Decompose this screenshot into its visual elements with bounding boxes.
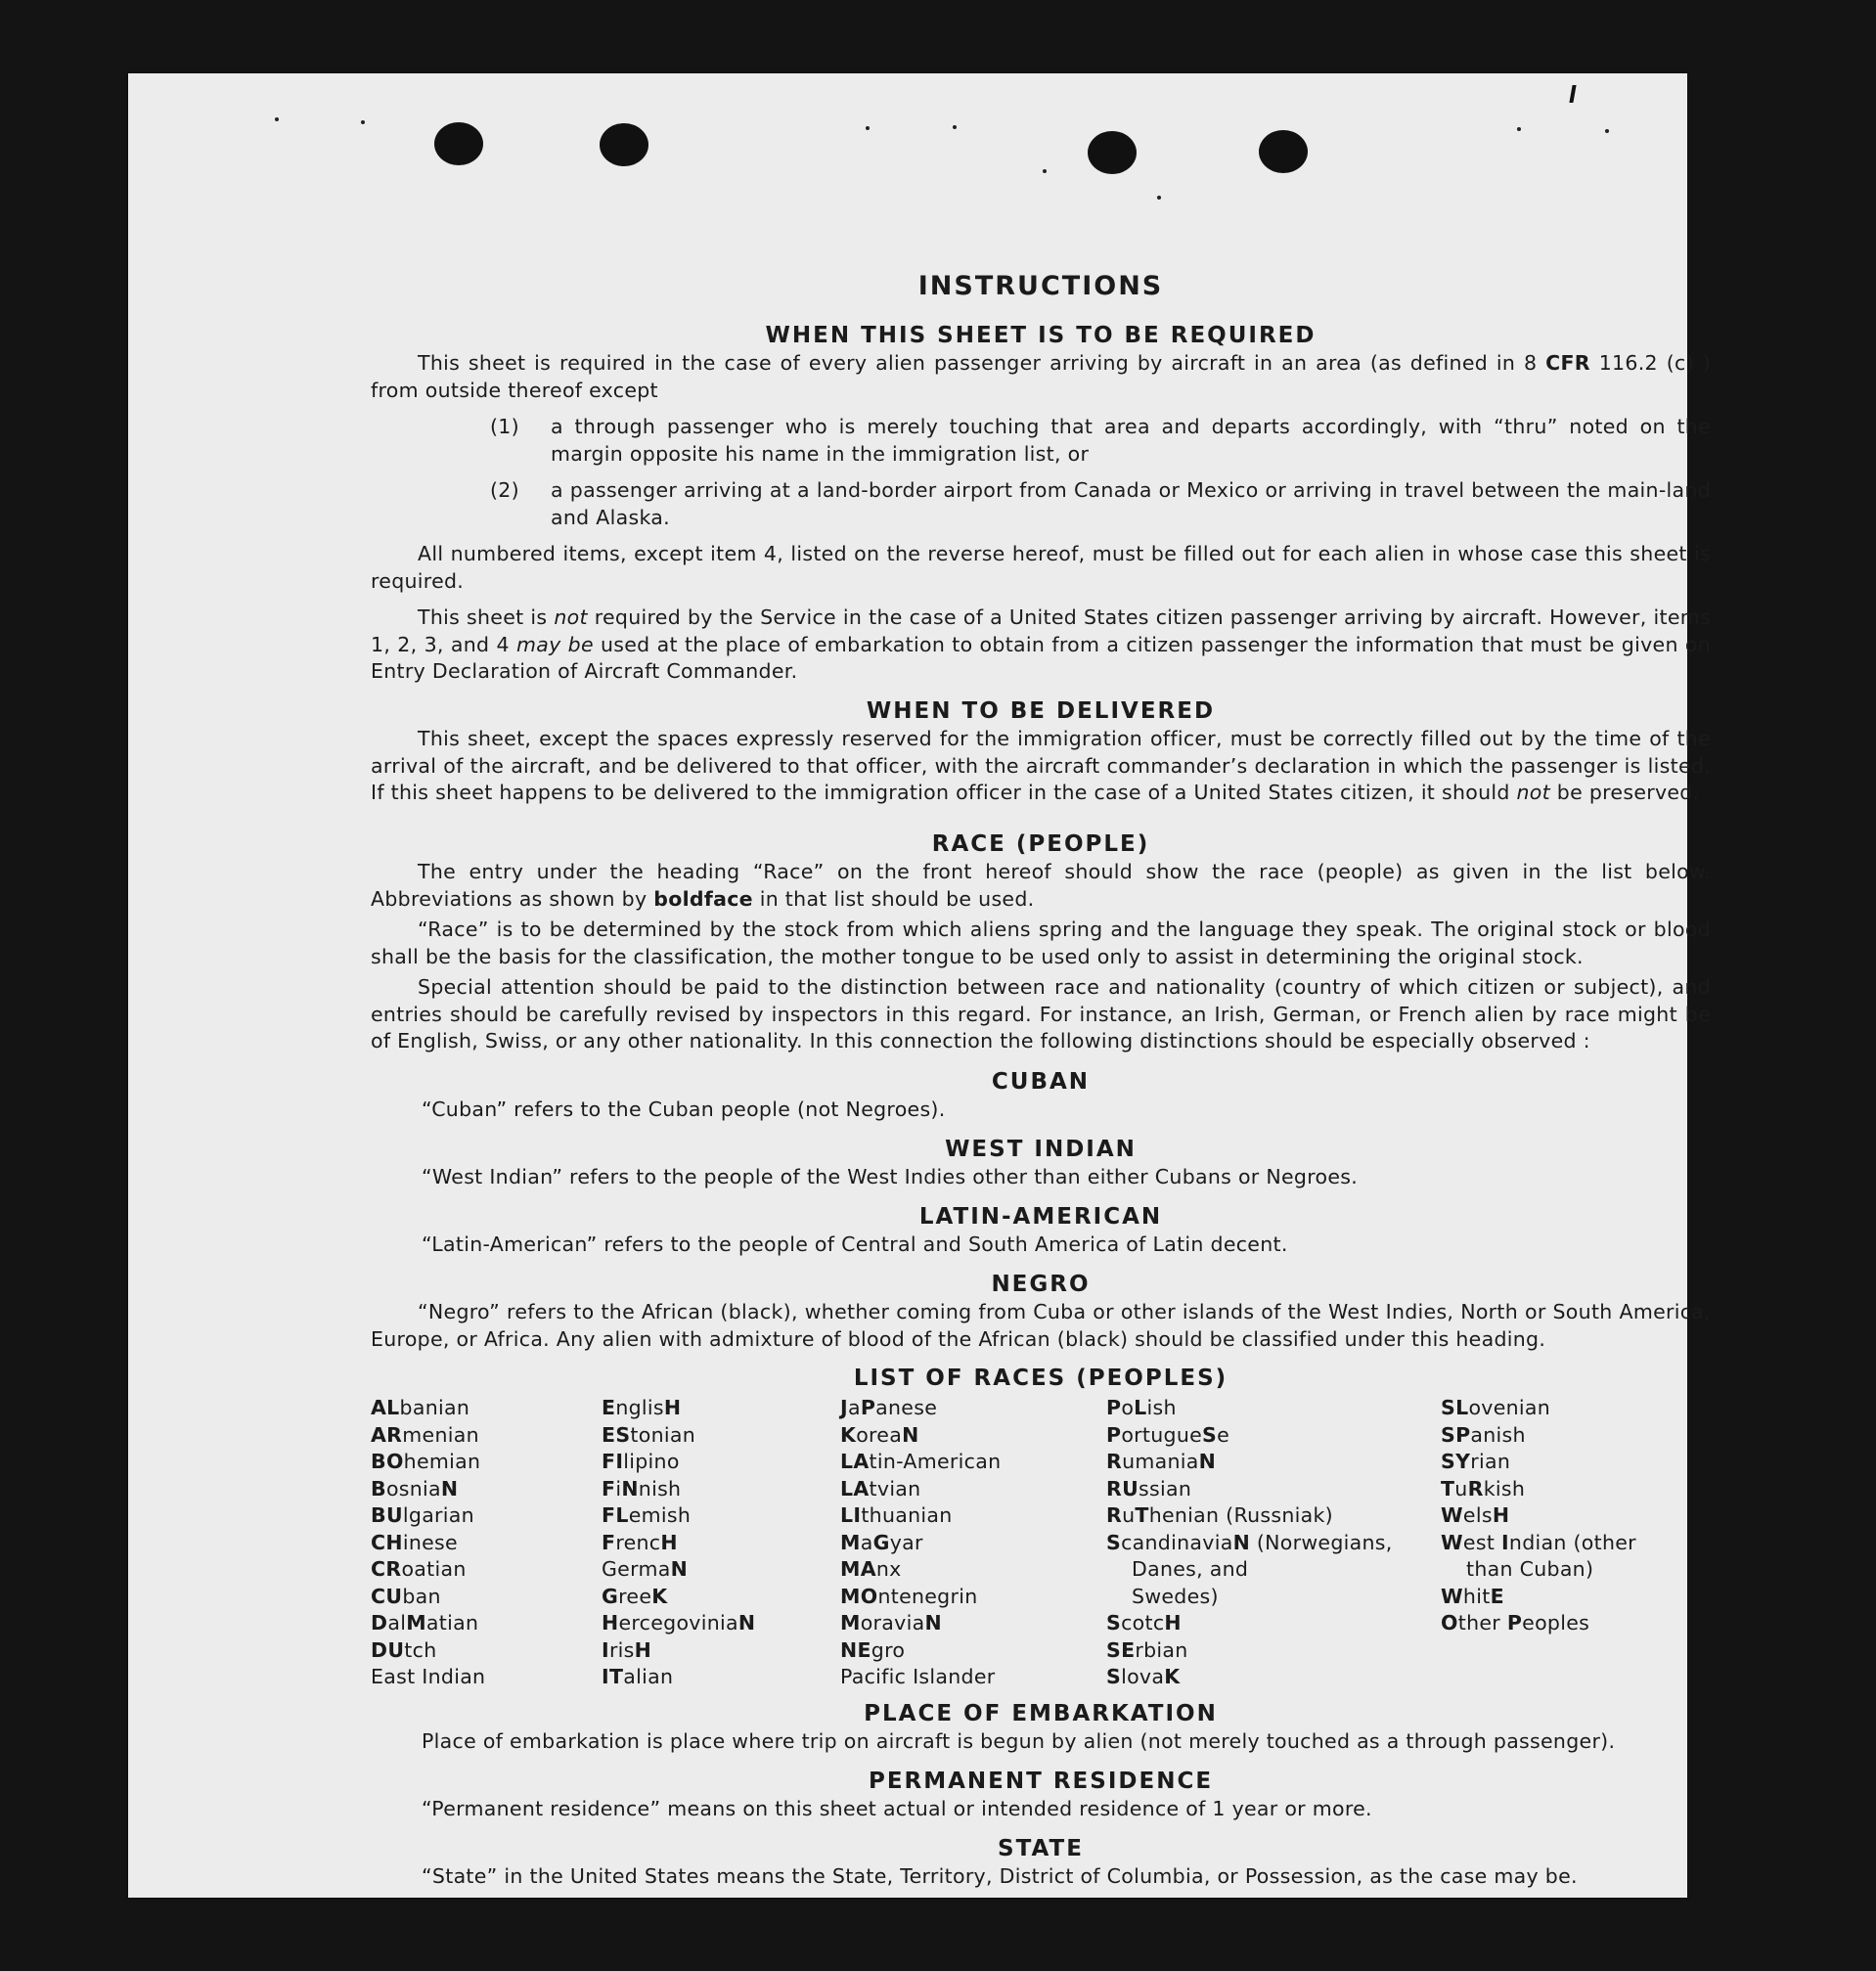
paper-speck (1517, 127, 1521, 131)
race-entry: EStonian (602, 1422, 696, 1447)
section-heading: PLACE OF EMBARKATION (864, 1701, 1218, 1726)
section-heading: PERMANENT RESIDENCE (868, 1769, 1214, 1794)
race-entry: PortugueSe (1106, 1422, 1230, 1447)
race-entry: ITalian (602, 1665, 674, 1688)
section-cuban (371, 1067, 1711, 1124)
definition-text: Place of embarkation is place where trip on aircraft is begun by alien (not merely touched as a through passenger). (422, 1729, 1616, 1753)
race-entry: ScotcH (1106, 1611, 1182, 1635)
race-entry: LIthuanian (840, 1503, 953, 1527)
definition-text: “Cuban” refers to the Cuban people (not Negroes). (422, 1097, 946, 1121)
race-entry: LAtin-American (840, 1450, 1002, 1473)
race-entry: WelsH (1441, 1503, 1510, 1527)
race-entry: TuRkish (1441, 1476, 1526, 1501)
race-entry: FiNnish (602, 1476, 682, 1501)
race-entry: FLemish (602, 1503, 692, 1527)
paper-speck (866, 126, 870, 130)
race-entry: RumaniaN (1106, 1450, 1217, 1473)
races-list (371, 1395, 1711, 1691)
section-heading: RACE (PEOPLE) (931, 831, 1150, 857)
race-paragraph (371, 859, 1711, 913)
text-run: This sheet is (418, 605, 555, 629)
section-heading: WHEN TO BE DELIVERED (866, 698, 1216, 724)
race-entry: MoraviaN (840, 1611, 942, 1635)
race-entry: GermaN (602, 1557, 689, 1581)
item-text: a through passenger who is merely touching that area and departs accordingly, with “thru” noted on the margin opposite his name in the immigration list, or (551, 415, 1711, 466)
text-run: This sheet, except the spaces expressly reserved for the immigration officer, must be correctly filled out by the time of the arrival of the aircraft, and be delivered to that officer, with the aircraft commander’s declaration in which the passenger is listed. If this sheet happens to be delivered to the immigration officer in the case of a United States citizen, it should (371, 727, 1711, 804)
race-entry: LAtvian (840, 1476, 921, 1501)
race-entry: SErbian (1106, 1637, 1188, 1662)
race-entry: WhitE (1441, 1584, 1504, 1608)
section-state (371, 1834, 1711, 1891)
race-entry: SPanish (1441, 1422, 1526, 1447)
text-run-bold: boldface (653, 886, 753, 911)
race-entry: Danes, and (1132, 1557, 1249, 1581)
section-heading: CUBAN (991, 1069, 1091, 1095)
section-latin-american (371, 1202, 1711, 1259)
text-run-italic: may be (515, 632, 594, 656)
section-west-indian (371, 1135, 1711, 1191)
section-race (371, 829, 1711, 1055)
punch-hole (600, 123, 648, 166)
race-entry: ScandinaviaN (Norwegians, (1106, 1530, 1393, 1554)
races-column (840, 1395, 1106, 1691)
race-entry: RUssian (1106, 1476, 1192, 1501)
race-entry: HercegoviniaN (602, 1611, 756, 1635)
race-entry: MAnx (840, 1557, 902, 1581)
race-paragraph: “Race” is to be determined by the stock from which aliens spring and the language they speak. The original stock or blood shall be the basis for the classification, the mother tongue to be used only to assist in determining the original stock. (371, 918, 1711, 968)
race-entry: KoreaN (840, 1422, 919, 1447)
paper-speck (275, 117, 279, 121)
races-column (371, 1395, 602, 1691)
paper-mark (1569, 85, 1576, 103)
race-entry: BUlgarian (371, 1503, 474, 1527)
text-run: The entry under the heading “Race” on the front hereof should show the race (people) as given in the list below. Abbreviations as shown by (371, 860, 1711, 911)
document-title: INSTRUCTIONS (917, 271, 1164, 301)
race-entry: CHinese (371, 1530, 458, 1554)
section-heading: LATIN-AMERICAN (918, 1204, 1163, 1230)
item-number: (1) (490, 415, 519, 438)
document-sheet (128, 73, 1712, 1898)
race-entry: Pacific Islander (840, 1665, 996, 1688)
race-entry: East Indian (371, 1665, 486, 1688)
race-entry: MaGyar (840, 1530, 923, 1554)
race-entry: DUtch (371, 1637, 437, 1662)
section-heading: NEGRO (991, 1272, 1091, 1297)
paper-speck (361, 120, 365, 124)
race-entry: PoLish (1106, 1396, 1177, 1419)
race-entry: BOhemian (371, 1450, 481, 1473)
punch-hole (1259, 130, 1308, 173)
paper-speck (1157, 196, 1161, 200)
races-column (1106, 1395, 1441, 1691)
race-entry: CRoatian (371, 1557, 467, 1581)
section-embarkation (371, 1699, 1711, 1756)
delivered-text (371, 726, 1711, 807)
section-heading: STATE (998, 1836, 1084, 1861)
race-entry: FIlipino (602, 1450, 680, 1473)
section-heading: WEST INDIAN (945, 1137, 1137, 1162)
text-run: This sheet is required in the case of every alien passenger arriving by aircraft in an area (as defined in 8 (418, 351, 1546, 375)
item-number: (2) (490, 478, 519, 502)
race-entry: IrisH (602, 1637, 652, 1662)
text-run: required by the Service in the case of a United States citizen passenger arriving by aircraft. However, items 1, 2, 3, and 4 (371, 605, 1712, 656)
section-required (371, 321, 1711, 686)
race-entry: NEgro (840, 1637, 906, 1662)
definition-text: “West Indian” refers to the people of the West Indies other than either Cubans or Negroes. (422, 1165, 1359, 1188)
section-delivered (371, 696, 1711, 807)
race-entry: SLovenian (1441, 1396, 1551, 1419)
race-entry: than Cuban) (1466, 1557, 1594, 1581)
race-paragraph: Special attention should be paid to the distinction between race and nationality (country of which citizen or subject), and entries should be carefully revised by inspectors in this regard. For instance, an Irish, German, or French alien by race might be of English, Swiss, or any other nationality. In this connection the following distinctions should be especially observed : (371, 975, 1711, 1053)
race-entry: ARmenian (371, 1422, 479, 1447)
exception-item (490, 477, 1711, 531)
section-residence (371, 1767, 1711, 1823)
race-entry: GreeK (602, 1584, 668, 1608)
definition-text: “Latin-American” refers to the people of Central and South America of Latin decent. (422, 1232, 1288, 1256)
race-entry: MOntenegrin (840, 1584, 978, 1608)
definition-text: “State” in the United States means the State, Territory, District of Columbia, or Possession, as the case may be. (422, 1864, 1578, 1888)
race-entry: JaPanese (840, 1396, 938, 1419)
race-entry: SlovaK (1106, 1665, 1181, 1688)
section-heading: LIST OF RACES (PEOPLES) (853, 1366, 1228, 1391)
text-run-bold: CFR (1545, 351, 1590, 375)
race-entry: EnglisH (602, 1396, 682, 1419)
text-run: be preserved. (1549, 781, 1700, 804)
text-run-italic: not (1516, 781, 1550, 804)
race-entry: DalMatian (371, 1611, 479, 1635)
text-run: used at the place of embarkation to obtain from a citizen passenger the information that must be given on Entry Declaration of Aircraft Commander. (371, 632, 1712, 683)
section-heading: WHEN THIS SHEET IS TO BE REQUIRED (765, 323, 1317, 348)
race-entry: BosniaN (371, 1476, 459, 1501)
exception-item (490, 414, 1711, 468)
definition-text: “Permanent residence” means on this sheet actual or intended residence of 1 year or more. (422, 1797, 1372, 1820)
race-entry: Other Peoples (1441, 1611, 1590, 1635)
race-entry: SYrian (1441, 1450, 1511, 1473)
punch-hole (434, 122, 483, 165)
required-intro (371, 350, 1711, 404)
definition-text: “Negro” refers to the African (black), whether coming from Cuba or other islands of the West Indies, North or South America, Europe, or Africa. Any alien with admixture of blood of the African (black) should be classified under this heading. (371, 1300, 1711, 1351)
races-column (1441, 1395, 1685, 1691)
text-run-italic: not (554, 605, 588, 629)
section-negro (371, 1270, 1711, 1353)
text-run: in that list should be used. (752, 886, 1035, 911)
paper-speck (1043, 169, 1047, 173)
race-entry: FrencH (602, 1530, 678, 1554)
races-column (602, 1395, 840, 1691)
race-entry: West Indian (other (1441, 1530, 1636, 1554)
text-run: 116.2 (c) ) from outside thereof except (371, 351, 1711, 402)
citizen-note (371, 605, 1711, 686)
paper-speck (1605, 129, 1609, 133)
section-races-list (371, 1364, 1711, 1691)
numbered-items-note: All numbered items, except item 4, listed on the reverse hereof, must be filled out for each alien in whose case this sheet is required. (371, 542, 1711, 593)
race-entry: CUban (371, 1584, 441, 1608)
race-entry: RuThenian (Russniak) (1106, 1503, 1333, 1527)
race-entry: ALbanian (371, 1396, 470, 1419)
item-text: a passenger arriving at a land-border airport from Canada or Mexico or arriving in travel between the main-land and Alaska. (551, 478, 1711, 529)
paper-speck (953, 125, 957, 129)
punch-hole (1088, 131, 1137, 174)
race-entry: Swedes) (1132, 1584, 1219, 1608)
